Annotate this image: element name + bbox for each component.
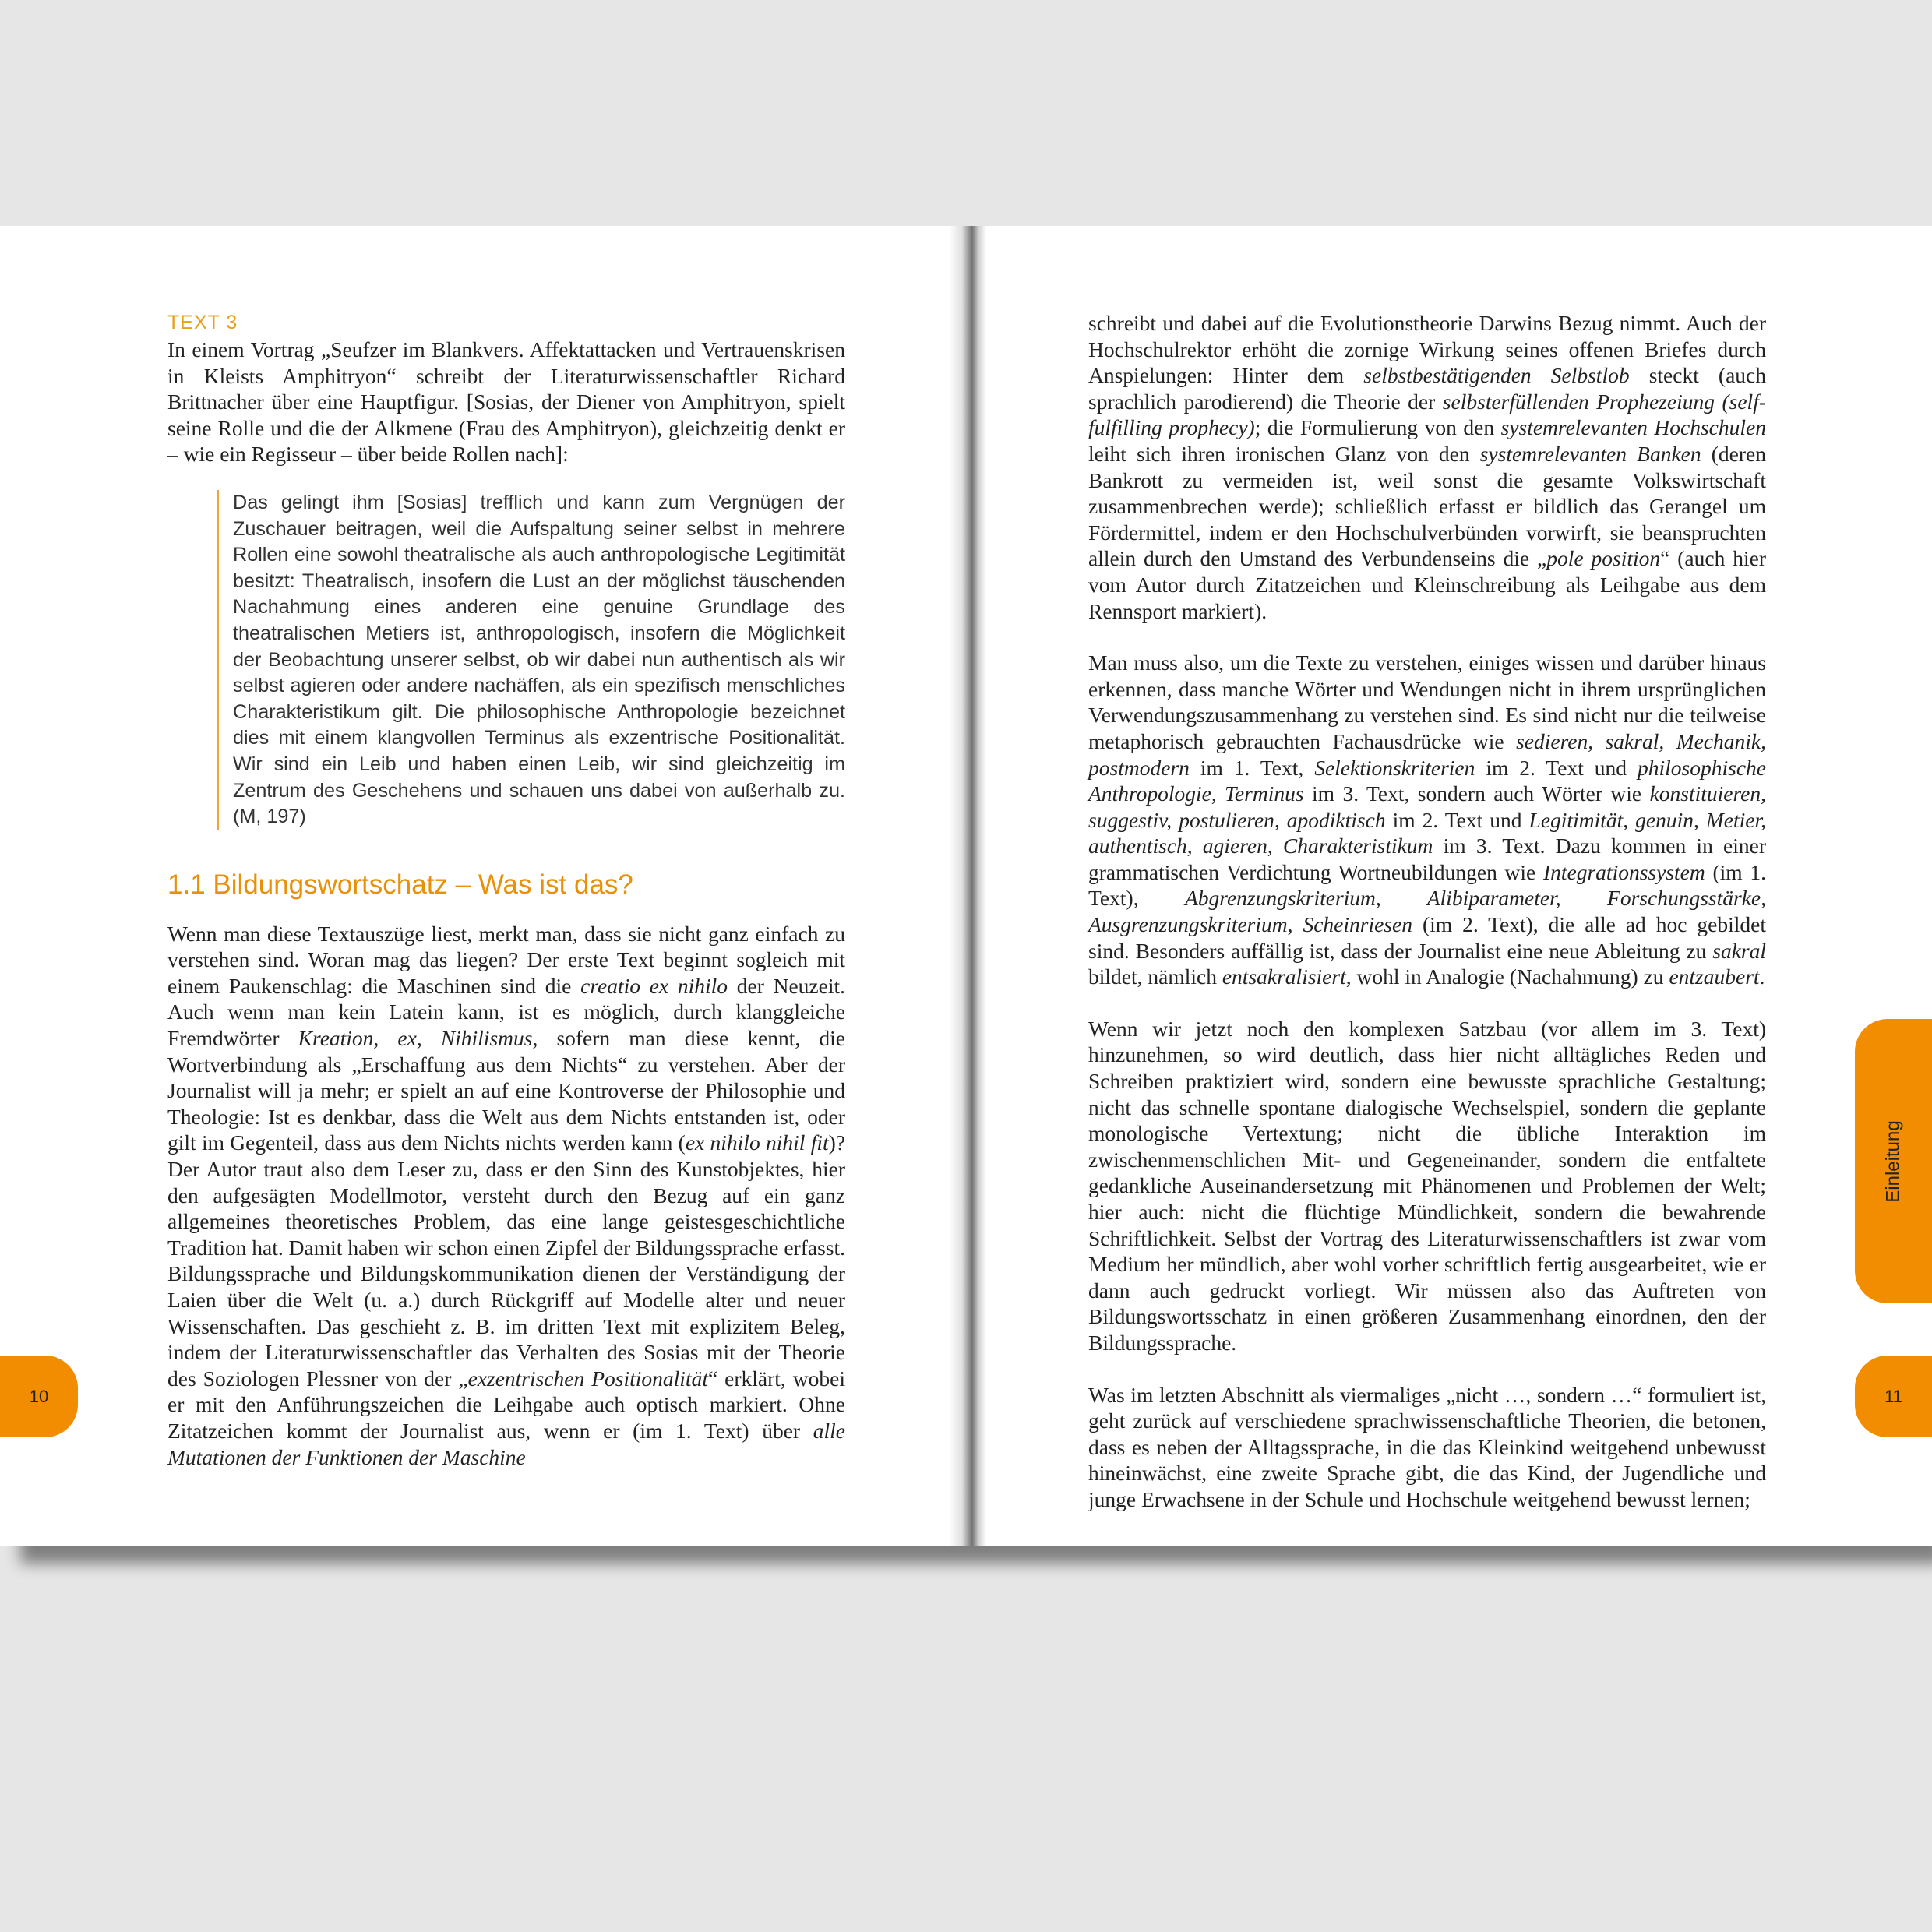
page-number-left-text: 10 bbox=[29, 1386, 49, 1406]
right-page-column bbox=[1088, 310, 1766, 1513]
page-number-right bbox=[1855, 1356, 1932, 1437]
section-heading: 1.1 Bildungswortschatz – Was ist das? bbox=[167, 869, 633, 900]
quote-text: Das gelingt ihm [Sosias] trefflich und kann zum Vergnügen der Zuschauer beitragen, weil die Aufspaltung seiner selbst in mehrere Rollen eine sowohl theatralische als auch anthropologische Legitimität besitzt: Theatralisch, insofern die Lust an der möglichst täuschenden Nachahmung eines anderen eine genuine Grundlage des theatralischen Metiers ist, anthropologisch, insofern die Möglichkeit der Beobachtung unserer selbst, ob wir dabei nun authentisch als wir selbst agieren oder andere nachäffen, als ein spezifisch menschliches Charakteristikum gilt. Die philosophische Anthropologie bezeichnet dies mit einem klangvollen Terminus als exzentrische Positionalität. Wir sind ein Leib und haben einen Leib, wir sind gleichzeitig im Zentrum des Geschehens und schauen uns dabei von außerhalb zu. (M, 197) bbox=[233, 491, 845, 828]
intro-paragraph: In einem Vortrag „Seufzer im Blankvers. Affektattacken und Vertrauenskrisen in Kleists Amphitryon“ schreibt der Literaturwissenschaftler Richard Brittnacher über eine Hauptfigur. [Sosias, der Diener von Amphitryon, spielt seine Rolle und die der Alkmene (Frau des Amphitryon), gleichzeitig denkt er – wie ein Regisseur – über beide Rollen nach]: bbox=[167, 337, 845, 467]
paragraph-4: Was im letzten Abschnitt als viermaliges „nicht …, sondern …“ formuliert ist, geht zurück auf verschiedene sprachwissenschaftliche Theorien, die betonen, dass es neben der Alltagssprache, in die das Kleinkind weitgehend unbewusst hineinwächst, eine zweite Sprache gibt, die das Kind, der Jugendliche und junge Erwachsene in der Schule und Hochschule weitgehend bewusst lernen; bbox=[1088, 1382, 1766, 1511]
chapter-tab-label: Einleitung bbox=[1882, 1119, 1904, 1203]
left-page-column bbox=[167, 310, 845, 1470]
text-kicker: TEXT 3 bbox=[167, 312, 238, 333]
paragraph-3: Wenn wir jetzt noch den komplexen Satzbau (vor allem im 3. Text) hinzunehmen, so wird deutlich, dass hier nicht alltägliches Reden und Schreiben praktiziert wird, sondern eine bewusste sprachliche Gestaltung; nicht das schnelle spontane dialogische Wechselspiel, sondern die geplante monologische Vertextung; nicht die übliche Interaktion im zwischenmenschlichen Mit- und Gegeneinander, sondern die entfaltete gedankliche Auseinandersetzung mit Phänomenen und Problemen der Welt; hier auch: nicht die flüchtige Mündlichkeit, sondern die bewahrende Schriftlichkeit. Selbst der Vortrag des Literaturwissenschaftlers ist zwar vom Medium her mündlich, aber wohl vorher schriftlich fertig ausgearbeitet, wie er dann auch gedruckt vorliegt. Wir müssen also das Auftreten von Bildungswortsschatz in einen größeren Zusammenhang einordnen, den der Bildungssprache. bbox=[1088, 1016, 1766, 1355]
block-quote bbox=[217, 490, 845, 830]
page-number-right-text: 11 bbox=[1884, 1386, 1902, 1406]
page-number-left bbox=[0, 1356, 78, 1437]
book-spine bbox=[949, 226, 986, 1546]
paragraph-2: Man muss also, um die Texte zu verstehen, einiges wissen und darüber hinaus erkennen, dass manche Wörter und Wendungen nicht in ihrem ursprünglichen Verwendungszusammenhang zu verstehen sind. Es sind nicht nur die teilweise metaphorisch gebrauchten Fachausdrücke wie sedieren, sakral, Mechanik, postmodern im 1. Text, Selektionskriterien im 2. Text und philosophische Anthropologie, Terminus im 3. Text, sondern auch Wörter wie konstituieren, suggestiv, postulieren, apodiktisch im 2. Text und Legitimität, genuin, Metier, authentisch, agieren, Charakteristikum im 3. Text. Dazu kommen in einer grammatischen Verdichtung Wortneubildungen wie Integrationssystem (im 1. Text), Abgrenzungskriterium, Alibiparameter, Forschungsstärke, Ausgrenzungskriterium, Scheinriesen (im 2. Text), die alle ad hoc gebildet sind. Besonders auffällig ist, dass der Journalist eine neue Ableitung zu sakral bildet, nämlich entsakralisiert, wohl in Analogie (Nachahmung) zu entzaubert. bbox=[1088, 650, 1766, 989]
body-paragraph: Wenn man diese Textauszüge liest, merkt man, dass sie nicht ganz einfach zu verstehen sind. Woran mag das liegen? Der erste Text beginnt sogleich mit einem Paukenschlag: die Maschinen sind die creatio ex nihilo der Neuzeit. Auch wenn man kein Latein kann, ist es möglich, durch klanggleiche Fremdwörter Kreation, ex, Nihilismus, sofern man diese kennt, die Wortverbindung als „Erschaffung aus dem Nichts“ zu verstehen. Aber der Journalist will ja mehr; er spielt an auf eine Kontroverse der Philosophie und Theologie: Ist es denkbar, dass die Welt aus dem Nichts entstanden ist, oder gilt im Gegenteil, dass aus dem Nichts nichts werden kann (ex nihilo nihil fit)? Der Autor traut also dem Leser zu, dass er den Sinn des Kunstobjektes, hier den aufgesägten Modellmotor, versteht durch den Bezug auf ein ganz allgemeines theoretisches Problem, das eine lange geistesgeschichtliche Tradition hat. Damit haben wir schon einen Zipfel der Bildungssprache erfasst. Bildungssprache und Bildungskommunikation dienen der Verständigung der Laien über die Welt (u. a.) durch Rückgriff auf Modelle alter und neuer Wissenschaften. Das geschieht z. B. im dritten Text mit explizitem Beleg, indem der Literaturwissenschaftler das Verhalten des Sosias mit der Theorie des Soziologen Plessner von der „exzentrischen Positionalität“ erklärt, wobei er mit den Anführungszeichen die Leihgabe auch optisch markiert. Ohne Zitatzeichen kommt der Journalist aus, wenn er (im 1. Text) über alle Mutationen der Funktionen der Maschine bbox=[167, 921, 845, 1469]
paragraph-1: schreibt und dabei auf die Evolutionstheorie Darwins Bezug nimmt. Auch der Hochschulrektor erhöht die zornige Wirkung seines offenen Briefes durch Anspielungen: Hinter dem selbstbestätigenden Selbstlob steckt (auch sprachlich parodierend) die Theorie der selbsterfüllenden Prophezeiung (self-fulfilling prophecy); die Formulierung von den systemrelevanten Hochschulen leiht sich ihren ironischen Glanz von den systemrelevanten Banken (deren Bankrott zu vermeiden ist, weil sonst die gesamte Volkswirtschaft zusammenbrechen werde); schließlich erfasst er bildlich das Gerangel um Fördermittel, indem er den Hochschulverbünden vorwirft, sie beanspruchten allein durch den Umstand des Verbundenseins die „pole position“ (auch hier vom Autor durch Zitatzeichen und Kleinschreibung als Leihgabe aus dem Rennsport markiert). bbox=[1088, 311, 1766, 623]
book-spread bbox=[0, 226, 1932, 1546]
chapter-tab bbox=[1855, 1019, 1932, 1303]
